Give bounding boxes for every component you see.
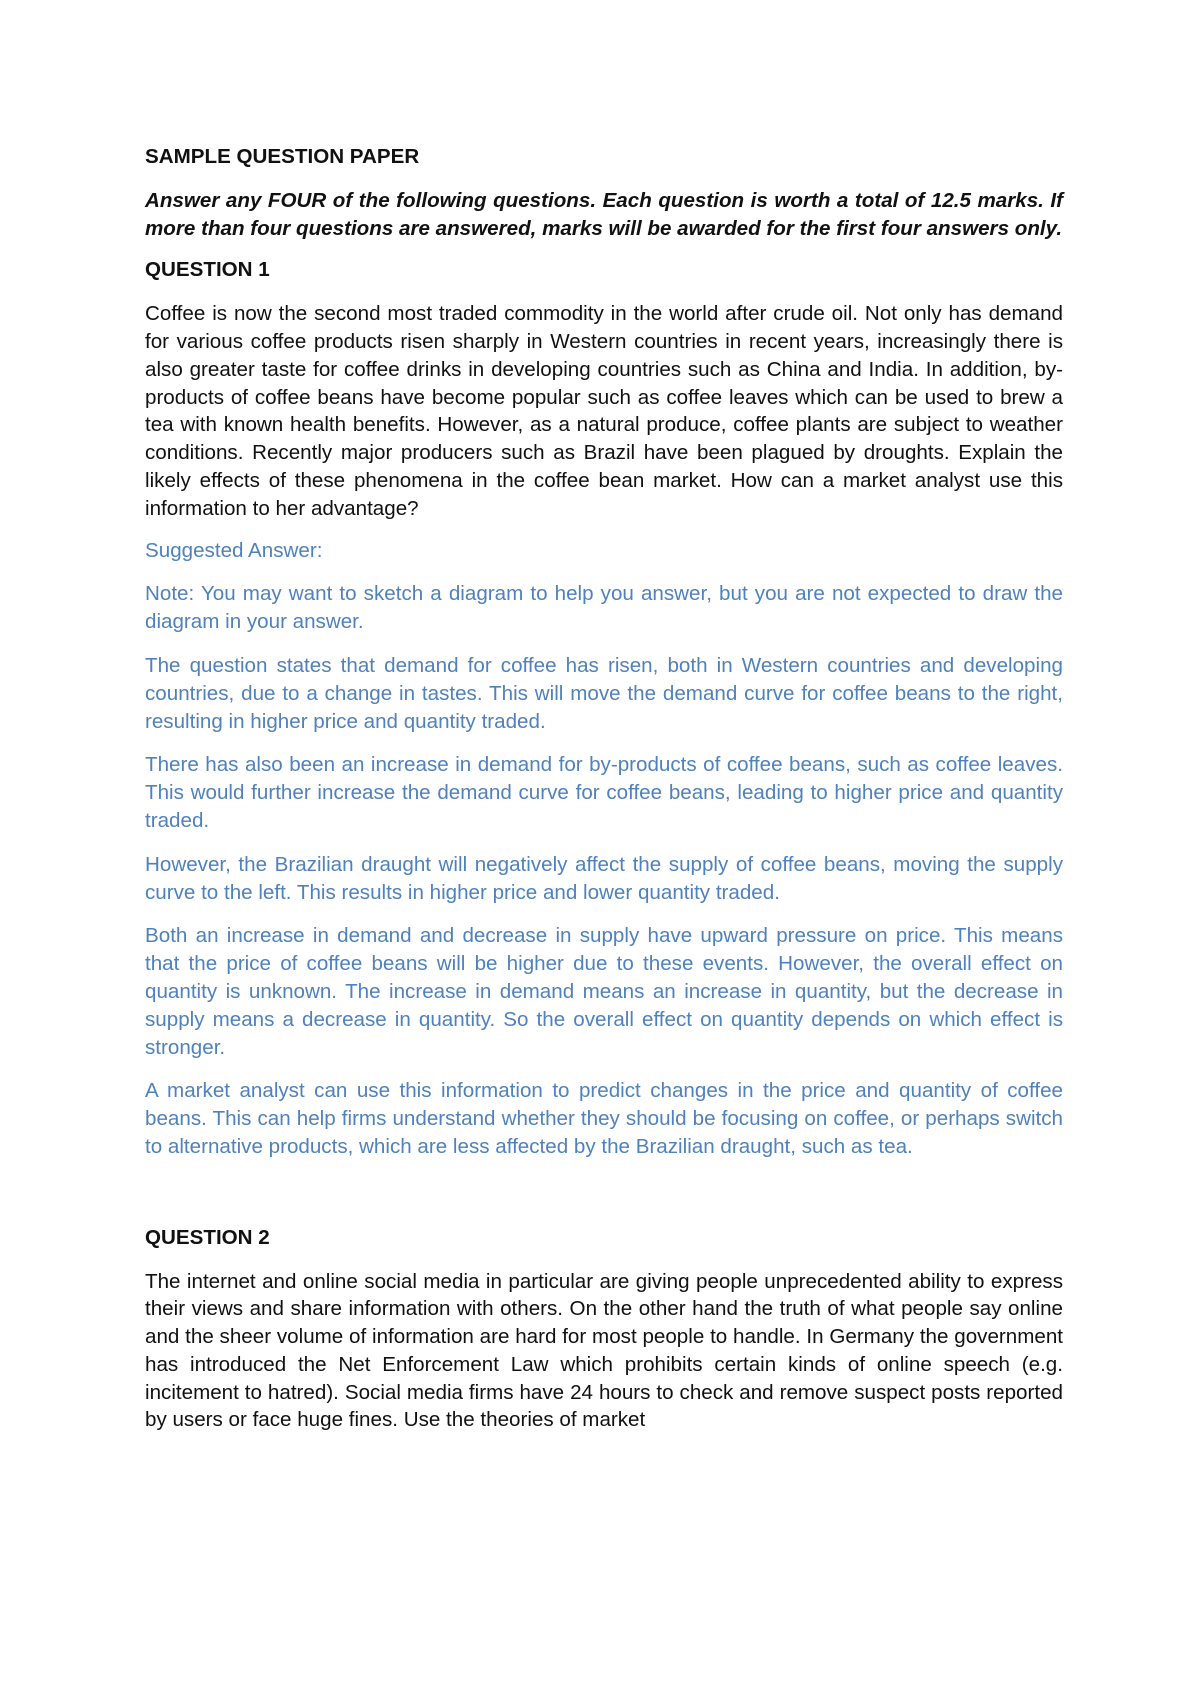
answer-paragraph: However, the Brazilian draught will negatively affect the supply of coffee beans, moving the supply curve to the left. This results in higher price and lower quantity traded. (145, 852, 1063, 904)
answer-paragraph: The question states that demand for coffee has risen, both in Western countries and developing countries, due to a change in tastes. This will move the demand curve for coffee beans to the right, resulting in higher price and quantity traded. (145, 653, 1063, 733)
question-1-heading: QUESTION 1 (145, 258, 270, 282)
answer-paragraph: Note: You may want to sketch a diagram to help you answer, but you are not expected to draw the diagram in your answer. (145, 582, 1063, 634)
question-1-text: Coffee is now the second most traded commodity in the world after crude oil. Not only has demand for various coffee products risen sharply in Western countries in recent years, increasingly there is also greater taste for coffee drinks in developing countries such as China and India. In addition, by-products of coffee beans have become popular such as coffee leaves which can be used to brew a tea with known health benefits. However, as a natural produce, coffee plants are subject to weather conditions. Recently major producers such as Brazil have been plagued by droughts. Explain the likely effects of these phenomena in the coffee bean market. How can a market analyst use this information to her advantage? (145, 302, 1063, 520)
answer-paragraph: Both an increase in demand and decrease in supply have upward pressure on price. This means that the price of coffee beans will be higher due to these events. However, the overall effect on quantity is unknown. The increase in demand means an increase in quantity, but the decrease in supply means a decrease in quantity. So the overall effect on quantity depends on which effect is stronger. (145, 924, 1063, 1059)
answer-paragraph: There has also been an increase in demand for by-products of coffee beans, such as coffee leaves. This would further increase the demand curve for coffee beans, leading to higher price and quantity traded. (145, 753, 1063, 832)
question-2-heading: QUESTION 2 (145, 1225, 270, 1249)
answer-paragraph: A market analyst can use this information to predict changes in the price and quantity of coffee beans. This can help firms understand whether they should be focusing on coffee, or perhaps switch to alternative products, which are less affected by the Brazilian draught, such as tea. (145, 1079, 1063, 1158)
section-spacer (145, 1177, 1063, 1224)
suggested-answer-label: Suggested Answer: (145, 538, 323, 562)
document-title: SAMPLE QUESTION PAPER (145, 145, 420, 168)
instructions-text: Answer any FOUR of the following questions. Each question is worth a total of 12.5 marks. If more than four questions are answered, marks will be awarded for the first four answers only. (145, 188, 1063, 240)
question-2-text: The internet and online social media in particular are giving people unprecedented ability to express their views and share information with others. On the other hand the truth of what people say online and the sheer volume of information are hard for most people to handle. In Germany the government has introduced the Net Enforcement Law which prohibits certain kinds of online speech (e.g. incitement to hatred). Social media firms have 24 hours to check and remove suspect posts reported by users or face huge fines. Use the theories of market (145, 1269, 1063, 1432)
document-page (145, 143, 1063, 1448)
